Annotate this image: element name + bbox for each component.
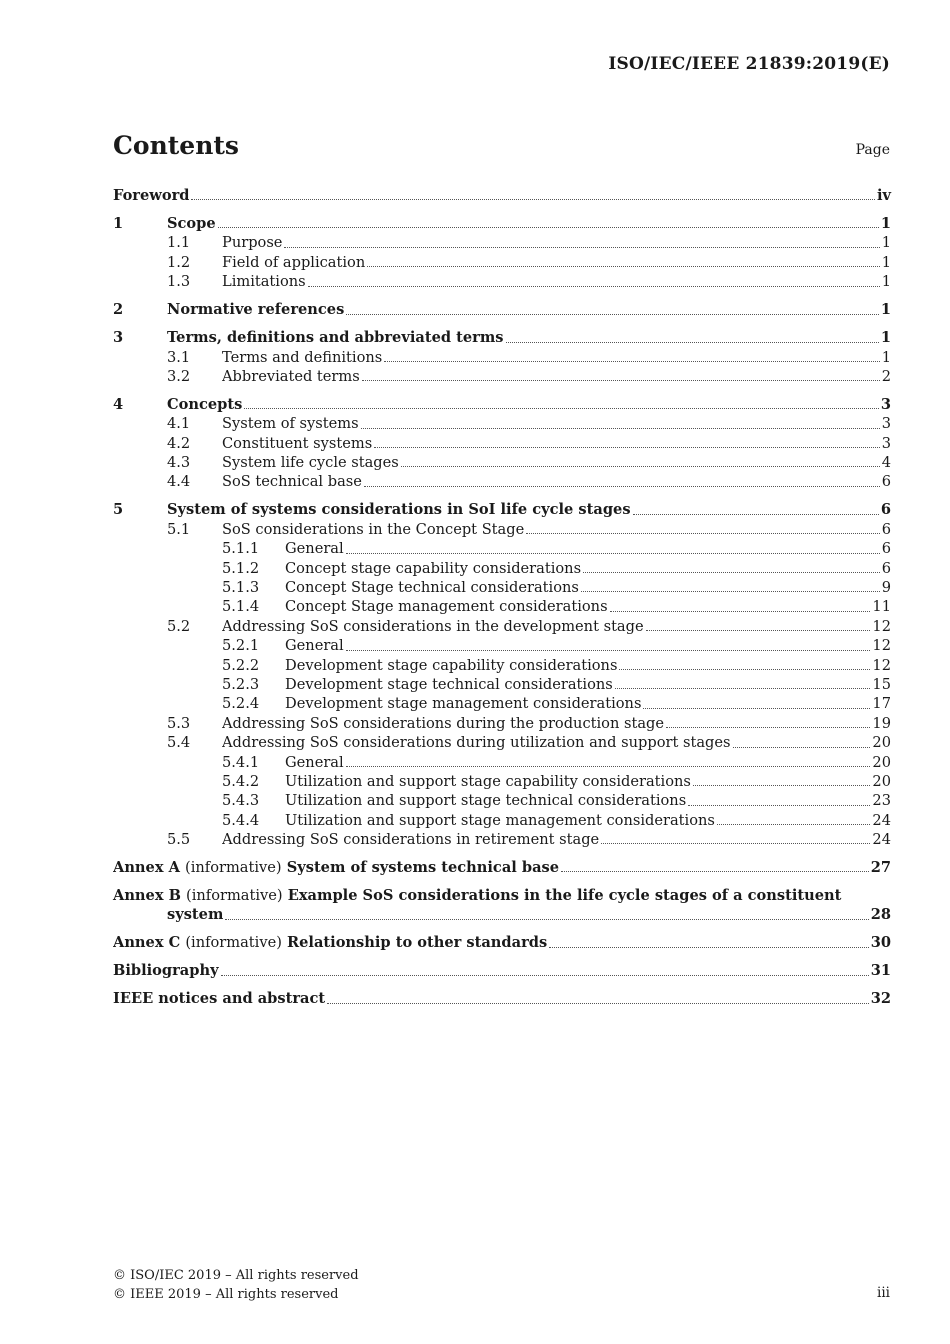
leader-dots	[610, 608, 871, 612]
toc-number: 5.2.1	[222, 637, 260, 655]
toc-entry-5-2-3[interactable]	[113, 675, 891, 694]
toc-number: 5.4.2	[222, 772, 260, 790]
leader-dots	[583, 569, 880, 573]
toc-title: General	[285, 540, 344, 558]
toc-title: Concept stage capability considerations	[285, 559, 582, 577]
toc-page: 32	[870, 990, 891, 1008]
toc-page: 1	[880, 214, 891, 232]
annex-label: Annex B	[113, 887, 181, 905]
toc-page: 30	[870, 934, 891, 952]
leader-dots	[327, 1000, 869, 1004]
toc-entry-5-2-1[interactable]	[113, 636, 891, 655]
toc-entry-5-4-3[interactable]	[113, 791, 891, 810]
toc-number: 5.1	[167, 520, 191, 538]
leader-dots	[619, 666, 870, 670]
toc-entry-3-2[interactable]	[113, 367, 891, 386]
toc-entry-1-2[interactable]	[113, 253, 891, 272]
toc-entry-5-4-2[interactable]	[113, 772, 891, 791]
toc-title: Terms, definitions and abbreviated terms	[167, 329, 504, 347]
toc-title: General	[285, 753, 344, 771]
toc-page: 6	[881, 473, 891, 491]
toc-number: 5.5	[167, 831, 191, 849]
toc-page: 20	[872, 734, 891, 752]
page-number: iii	[877, 1285, 890, 1301]
toc-title: Abbreviated terms	[222, 367, 360, 385]
toc-title: SoS technical base	[222, 473, 362, 491]
annex-title: Relationship to other standards	[287, 934, 548, 952]
toc-entry-5[interactable]	[113, 500, 891, 519]
toc-page: 3	[880, 395, 891, 413]
toc-page: 12	[872, 656, 891, 674]
toc-entry-5-1[interactable]	[113, 520, 891, 539]
leader-dots	[362, 377, 880, 381]
leader-dots	[549, 944, 869, 948]
toc-page: iv	[876, 186, 891, 204]
leader-dots	[361, 425, 880, 429]
toc-page: 6	[881, 559, 891, 577]
annex-label: Annex A	[113, 859, 180, 877]
toc-title: Addressing SoS considerations during the production stage	[222, 714, 665, 732]
toc-number: 5.1.3	[222, 578, 260, 596]
toc-entry-5-3[interactable]	[113, 714, 891, 733]
toc-title: Foreword	[113, 186, 190, 204]
toc-page: 12	[872, 637, 891, 655]
toc-entry-4-3[interactable]	[113, 453, 891, 472]
toc-number: 4.1	[167, 415, 191, 433]
toc-title: Terms and definitions	[222, 348, 383, 366]
toc-title	[113, 858, 559, 877]
toc-page: 12	[872, 617, 891, 635]
copyright-ieee: © IEEE 2019 – All rights reserved	[113, 1287, 339, 1302]
toc-page: 24	[872, 831, 891, 849]
toc-entry-5-2-4[interactable]	[113, 694, 891, 713]
toc-page: 2	[881, 367, 891, 385]
annex-kind: (informative)	[185, 859, 282, 877]
leader-dots	[643, 705, 870, 709]
toc-page: 4	[881, 454, 891, 472]
toc-entry-3-1[interactable]	[113, 348, 891, 367]
toc-page: 1	[881, 234, 891, 252]
leader-dots	[693, 782, 871, 786]
toc-number: 5.2	[167, 617, 191, 635]
toc-entry-5-1-2[interactable]	[113, 559, 891, 578]
toc-title: Development stage management considerations	[285, 695, 642, 713]
toc-number: 5	[113, 501, 124, 519]
toc-number: 1.3	[167, 273, 191, 291]
leader-dots	[581, 588, 880, 592]
leader-dots	[601, 840, 870, 844]
toc-entry-annex-a[interactable]	[113, 858, 891, 877]
toc-number: 1	[113, 214, 124, 232]
toc-title: Utilization and support stage technical considerations	[285, 792, 687, 810]
toc-entry-4[interactable]	[113, 395, 891, 414]
page-column-label: Page	[855, 142, 890, 158]
toc-page: 28	[870, 906, 891, 924]
toc-page: 15	[872, 675, 891, 693]
leader-dots	[346, 763, 871, 767]
toc-number: 4.3	[167, 454, 191, 472]
toc-number: 3.1	[167, 348, 191, 366]
toc-entry-1-1[interactable]	[113, 233, 891, 252]
leader-dots	[346, 550, 880, 554]
toc-entry-foreword[interactable]	[113, 186, 891, 205]
toc-number: 4	[113, 395, 124, 413]
toc-title: Development stage technical considerations	[285, 675, 613, 693]
toc-entry-5-1-4[interactable]	[113, 597, 891, 616]
toc-title: Bibliography	[113, 962, 219, 980]
toc-number: 4.4	[167, 473, 191, 491]
annex-b-first-line	[113, 886, 891, 905]
toc-entry-ieee-notices[interactable]	[113, 989, 891, 1008]
copyright-iso-iec: © ISO/IEC 2019 – All rights reserved	[113, 1268, 359, 1283]
toc-title: Concepts	[167, 395, 243, 413]
toc-page: 6	[880, 501, 891, 519]
toc-number: 5.2.4	[222, 695, 260, 713]
toc-number: 5.2.3	[222, 675, 260, 693]
toc-number: 1.1	[167, 234, 191, 252]
toc-entry-5-4-1[interactable]	[113, 753, 891, 772]
leader-dots	[284, 244, 879, 248]
toc-entry-5-2-2[interactable]	[113, 656, 891, 675]
toc-page: 1	[881, 348, 891, 366]
leader-dots	[401, 463, 880, 467]
toc-page: 17	[872, 695, 891, 713]
toc-entry-5-1-3[interactable]	[113, 578, 891, 597]
toc-title: Addressing SoS considerations in the development stage	[222, 617, 644, 635]
toc-entry-5-2[interactable]	[113, 617, 891, 636]
leader-dots	[244, 405, 879, 409]
toc-title: Development stage capability considerations	[285, 656, 618, 674]
toc-entry-1[interactable]	[113, 214, 891, 233]
toc-title	[113, 933, 547, 952]
toc-number: 5.4.3	[222, 792, 260, 810]
annex-title: Example SoS considerations in the life cycle stages of a constituent	[287, 887, 842, 905]
toc-page: 19	[872, 714, 891, 732]
leader-dots	[374, 444, 879, 448]
toc-number: 5.2.2	[222, 656, 260, 674]
toc-page: 24	[872, 811, 891, 829]
leader-dots	[221, 972, 869, 976]
toc-number: 5.1.1	[222, 540, 260, 558]
annex-kind: (informative)	[185, 934, 282, 952]
leader-dots	[561, 868, 869, 872]
toc-title: Utilization and support stage management considerations	[285, 811, 715, 829]
toc-title: Purpose	[222, 234, 283, 252]
toc-title: IEEE notices and abstract	[113, 990, 326, 1008]
leader-dots	[384, 358, 879, 362]
leader-dots	[364, 483, 880, 487]
toc-title: Limitations	[222, 273, 306, 291]
leader-dots	[688, 802, 870, 806]
annex-title: System of systems technical base	[286, 859, 560, 877]
toc-page: 27	[870, 859, 891, 877]
toc-entry-bibliography[interactable]	[113, 961, 891, 980]
toc-entry-5-4-4[interactable]	[113, 811, 891, 830]
toc-number: 5.4.4	[222, 811, 260, 829]
document-id: ISO/IEC/IEEE 21839:2019(E)	[608, 54, 890, 74]
toc-number: 3.2	[167, 367, 191, 385]
copyright-footer	[113, 1266, 359, 1304]
toc-title: System life cycle stages	[222, 454, 399, 472]
toc-number: 4.2	[167, 434, 191, 452]
toc-entry-3[interactable]	[113, 328, 891, 347]
leader-dots	[717, 821, 871, 825]
leader-dots	[646, 627, 871, 631]
toc-title: System of systems	[222, 415, 359, 433]
leader-dots	[666, 724, 870, 728]
toc-title: Field of application	[222, 253, 366, 271]
leader-dots	[346, 647, 871, 651]
leader-dots	[346, 311, 879, 315]
toc-title: Scope	[167, 214, 216, 232]
annex-kind: (informative)	[186, 887, 283, 905]
toc-page: 3	[881, 434, 891, 452]
toc-title: Utilization and support stage capability considerations	[285, 772, 691, 790]
toc-page: 1	[881, 253, 891, 271]
toc-title: Addressing SoS considerations in retirement stage	[222, 831, 600, 849]
toc-entry-4-1[interactable]	[113, 414, 891, 433]
table-of-contents	[113, 186, 891, 1009]
leader-dots	[506, 339, 879, 343]
toc-page: 1	[880, 329, 891, 347]
leader-dots	[615, 685, 871, 689]
toc-entry-5-1-1[interactable]	[113, 539, 891, 558]
toc-page: 23	[872, 792, 891, 810]
toc-title: Addressing SoS considerations during utilization and support stages	[222, 734, 731, 752]
annex-title-continued: system	[167, 906, 224, 924]
toc-number: 5.1.4	[222, 598, 260, 616]
toc-number: 5.1.2	[222, 559, 260, 577]
leader-dots	[633, 511, 879, 515]
leader-dots	[218, 224, 879, 228]
toc-page: 20	[872, 772, 891, 790]
toc-page: 31	[870, 962, 891, 980]
toc-title: System of systems considerations in SoI life cycle stages	[167, 501, 631, 519]
toc-number: 2	[113, 301, 124, 319]
leader-dots	[733, 744, 871, 748]
toc-number: 5.4.1	[222, 753, 260, 771]
toc-entry-4-4[interactable]	[113, 472, 891, 491]
toc-number: 5.3	[167, 714, 191, 732]
toc-entry-2[interactable]	[113, 300, 891, 319]
toc-page: 1	[880, 301, 891, 319]
toc-page: 20	[872, 753, 891, 771]
toc-title: Constituent systems	[222, 434, 373, 452]
toc-page: 6	[881, 520, 891, 538]
toc-entry-5-4[interactable]	[113, 733, 891, 752]
toc-number: 3	[113, 329, 124, 347]
toc-title: Normative references	[167, 301, 345, 319]
toc-page: 3	[881, 415, 891, 433]
leader-dots	[367, 263, 879, 267]
toc-title: General	[285, 637, 344, 655]
toc-page: 9	[881, 578, 891, 596]
toc-title: Concept Stage technical considerations	[285, 578, 579, 596]
toc-title: Concept Stage management considerations	[285, 598, 608, 616]
toc-entry-annex-b[interactable]	[113, 886, 891, 925]
leader-dots	[308, 283, 880, 287]
toc-number: 5.4	[167, 734, 191, 752]
leader-dots	[526, 530, 879, 534]
annex-label: Annex C	[113, 934, 181, 952]
toc-page: 1	[881, 273, 891, 291]
toc-entry-4-2[interactable]	[113, 434, 891, 453]
toc-title: SoS considerations in the Concept Stage	[222, 520, 525, 538]
toc-number: 1.2	[167, 253, 191, 271]
toc-page: 11	[872, 598, 891, 616]
toc-entry-5-5[interactable]	[113, 830, 891, 849]
leader-dots	[191, 196, 875, 200]
annex-b-second-line	[113, 905, 891, 924]
toc-entry-1-3[interactable]	[113, 272, 891, 291]
toc-page: 6	[881, 540, 891, 558]
contents-heading: Contents	[113, 131, 240, 160]
toc-entry-annex-c[interactable]	[113, 933, 891, 952]
leader-dots	[225, 916, 868, 920]
